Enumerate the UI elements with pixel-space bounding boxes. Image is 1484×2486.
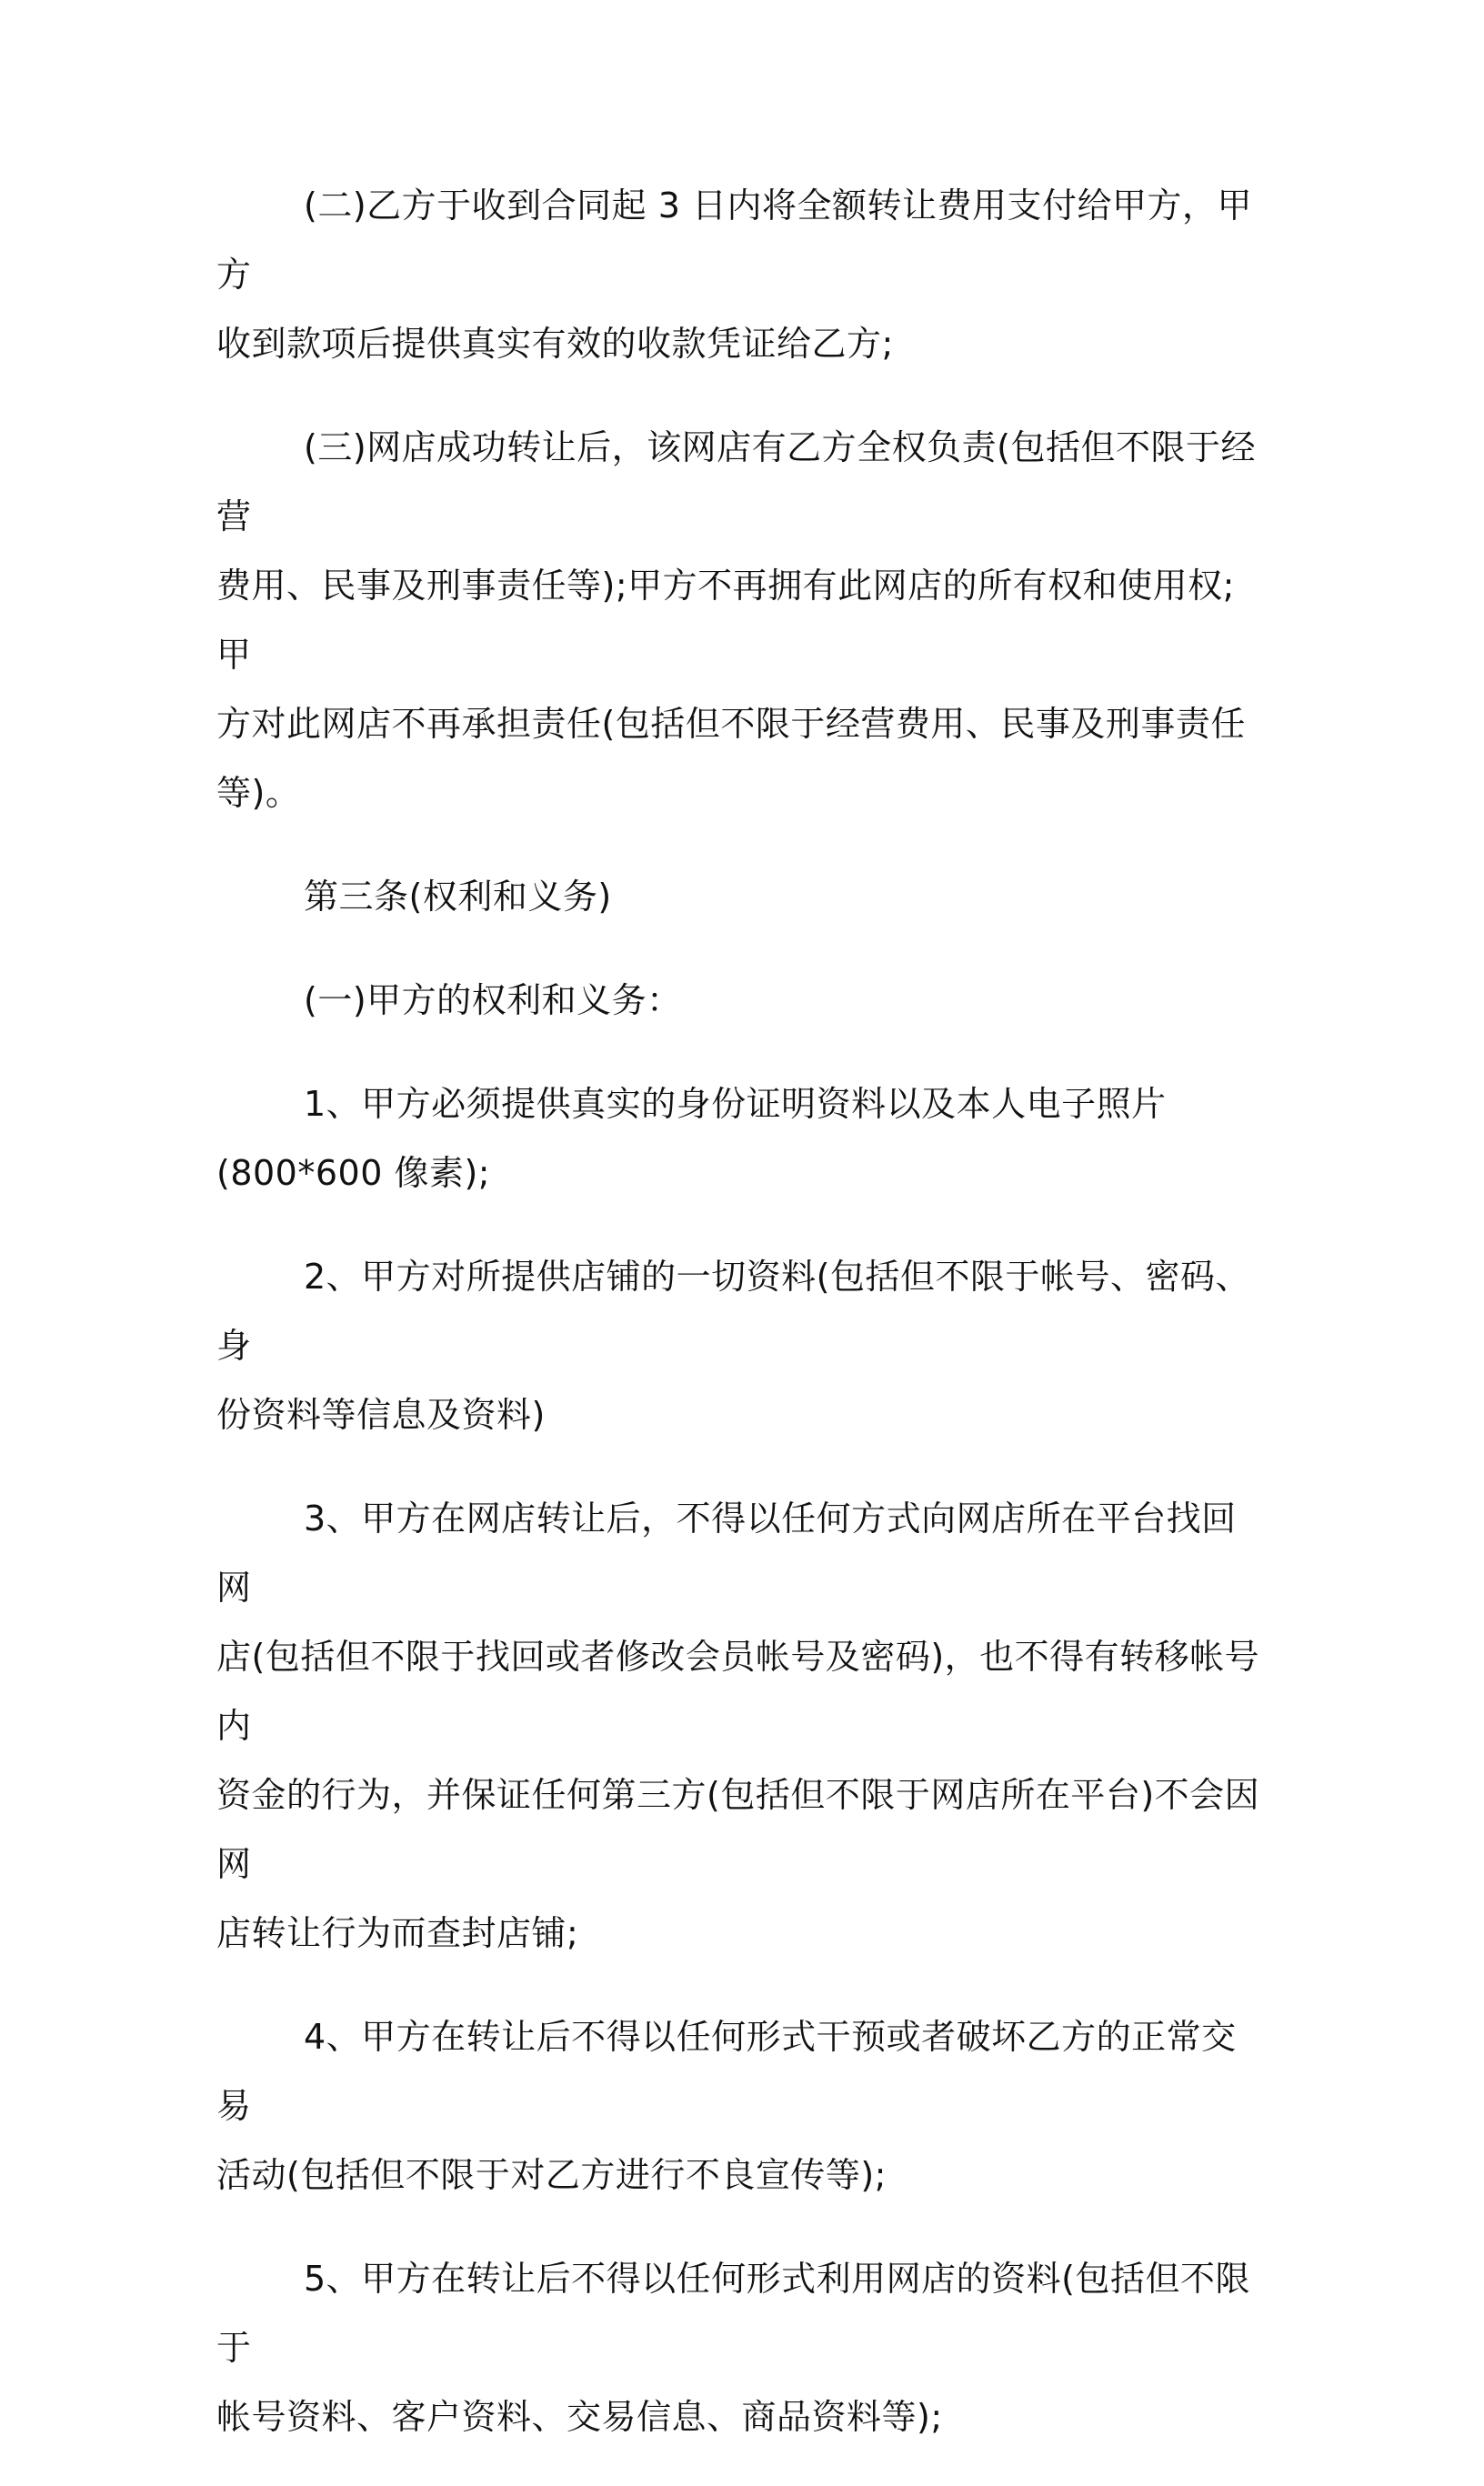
text-line: (二)乙方于收到合同起 3 日内将全额转让费用支付给甲方，甲方 (216, 185, 1252, 295)
text-line: (一)甲方的权利和义务： (304, 980, 682, 1020)
text-line: 2、甲方对所提供店铺的一切资料(包括但不限于帐号、密码、身 (216, 1257, 1251, 1366)
text-line: 第三条(权利和义务) (304, 877, 612, 917)
text-line: (三)网店成功转让后，该网店有乙方全权负责(包括但不限于经营 (216, 427, 1256, 536)
text-line: 店转让行为而查封店铺; (216, 1913, 579, 1953)
text-line: 收到款项后提供真实有效的收款凭证给乙方; (216, 324, 894, 364)
subsection-heading-party-a (216, 966, 1268, 1035)
section-heading-article-3 (216, 862, 1268, 931)
text-line: 活动(包括但不限于对乙方进行不良宣传等); (216, 2155, 887, 2195)
paragraph-clause-2-payment (216, 171, 1268, 378)
list-item-5 (216, 2244, 1268, 2451)
text-line: 4、甲方在转让后不得以任何形式干预或者破坏乙方的正常交易 (216, 2017, 1237, 2126)
list-item-3 (216, 1484, 1268, 1968)
text-line: 份资料等信息及资料) (216, 1395, 546, 1435)
list-item-4 (216, 2002, 1268, 2210)
text-line: 3、甲方在网店转让后，不得以任何方式向网店所在平台找回网 (216, 1499, 1237, 1608)
paragraph-clause-3-responsibility (216, 413, 1268, 827)
text-line: 1、甲方必须提供真实的身份证明资料以及本人电子照片 (304, 1084, 1167, 1124)
text-line: 帐号资料、客户资料、交易信息、商品资料等); (216, 2397, 943, 2437)
document-body (216, 171, 1268, 2486)
text-line: (800*600 像素); (216, 1153, 491, 1193)
text-line: 方对此网店不再承担责任(包括但不限于经营费用、民事及刑事责任等)。 (216, 704, 1246, 813)
list-item-1 (216, 1069, 1268, 1208)
list-item-2 (216, 1242, 1268, 1449)
text-line: 费用、民事及刑事责任等);甲方不再拥有此网店的所有权和使用权;甲 (216, 566, 1235, 675)
text-line: 5、甲方在转让后不得以任何形式利用网店的资料(包括但不限于 (216, 2259, 1251, 2368)
text-line: 店(包括但不限于找回或者修改会员帐号及密码)，也不得有转移帐号内 (216, 1637, 1260, 1746)
text-line: 资金的行为，并保证任何第三方(包括但不限于网店所在平台)不会因网 (216, 1775, 1260, 1884)
